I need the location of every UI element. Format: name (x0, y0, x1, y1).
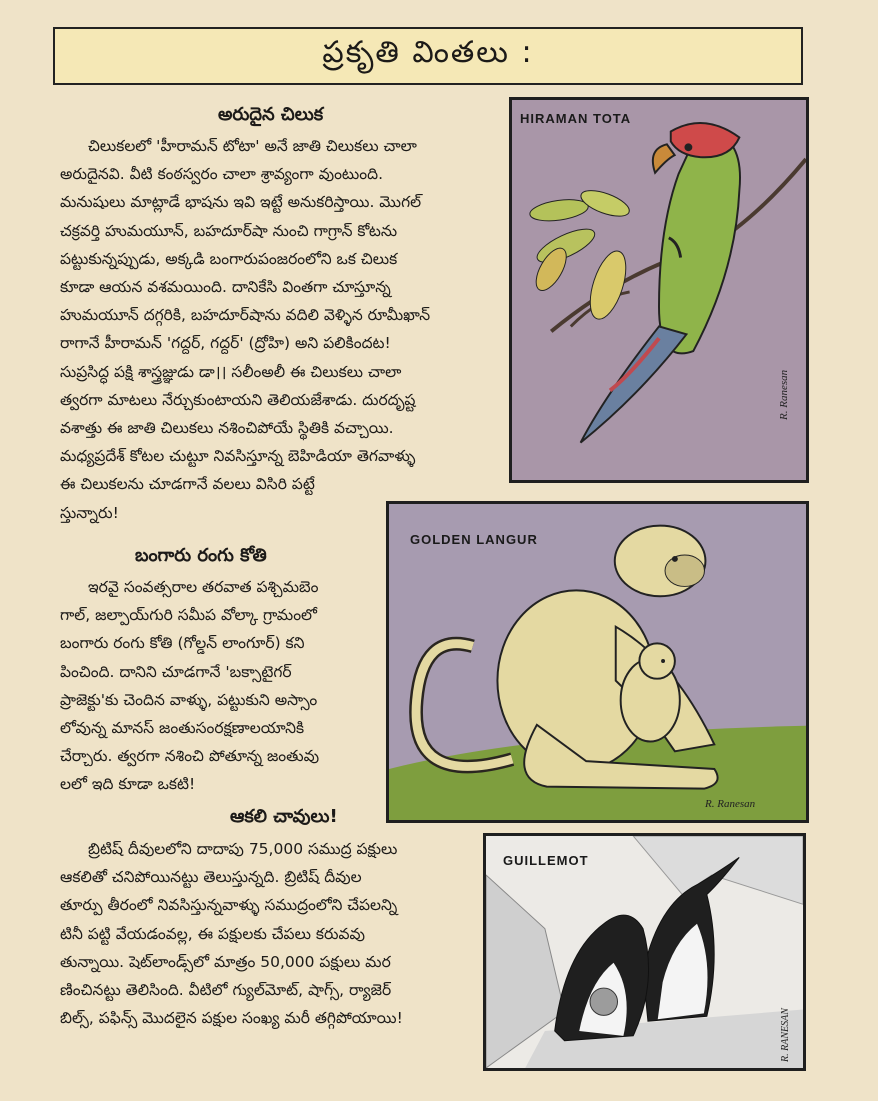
parrot-illustration (509, 97, 809, 483)
text-line: లోవున్న మానస్ జంతుసంరక్షణాలయానికి (60, 719, 305, 738)
section-heading-langur: బంగారు రంగు కోతి (135, 545, 267, 566)
text-line: అరుదైనవి. వీటి కంఠస్వరం చాలా శ్రావ్యంగా వుంటుంది. (60, 165, 383, 184)
text-line: సుప్రసిద్ధ పక్షి శాస్త్రజ్ఞుడు డా।। సలీంఅలీ ఈ చిలుకలు చాలా (60, 362, 402, 381)
text-line: తున్నాయి. షెట్‌లాండ్స్‌లో మాత్రం 50,000 పక్షులు మర (60, 952, 391, 971)
text-line: త్వరగా మాటలు నేర్చుకుంటాయని తెలియజేశాడు. దురదృష్ట (60, 390, 416, 409)
text-line: మధ్యప్రదేశ్ కోటల చుట్టూ నివసిస్తూన్న బెహిడియా తెగవాళ్ళు (60, 447, 416, 466)
text-line: చిలుకలలో 'హీరామన్ టోటా' అనే జాతి చిలుకలు చాలా (88, 137, 417, 155)
section-heading-parrot: అరుదైన చిలుక (218, 104, 324, 125)
text-line: కూడా ఆయన వశమయింది. దానికేసి వింతగా చూస్తూన్న (60, 278, 391, 297)
text-line: తూర్పు తీరంలో నివసిస్తున్నవాళ్ళు సముద్రంలోని చేపలన్ని (60, 896, 398, 915)
text-line: హుమయూన్ దగ్గరికి, బహదూర్‌షాను వదిలి వెళ్ళిన రూమీఖాన్ (60, 306, 431, 325)
text-line: చేర్చారు. త్వరగా నశించి పోతూన్న జంతువు (60, 747, 320, 766)
text-line: బిల్స్, పఫిన్స్ మొదలైన పక్షుల సంఖ్య మరీ తగ్గిపోయాయి! (60, 1009, 403, 1028)
guillemot-illustration (483, 833, 806, 1071)
text-line: వశాత్తు ఈ జాతి చిలుకలు నశించిపోయే స్థితికి వచ్చాయి. (60, 419, 394, 438)
section-text-starvation (60, 835, 478, 1032)
text-line: ప్రాజెక్టు'కు చెందిన వాళ్ళు, పట్టుకుని అస్సాం (60, 690, 318, 709)
text-line: చక్రవర్తి హుమయూన్, బహదూర్‌షా నుంచి గాగ్రాన్ కోటను (60, 221, 398, 240)
text-line: టినీ పట్టి వేయడంవల్ల, ఈ పక్షులకు చేపలు కరువవు (60, 924, 365, 943)
text-line: లలో ఇది కూడా ఒకటి! (60, 775, 196, 794)
section-text-parrot (60, 132, 502, 527)
text-line: ఆకలితో చనిపోయినట్టు తెలుస్తున్నది. బ్రిటిష్ దీవుల (60, 868, 362, 887)
text-line: ఇరవై సంవత్సరాల తరవాత పశ్చిమబెం (88, 578, 319, 596)
section-heading-starvation: ఆకలి చావులు! (230, 806, 338, 827)
text-line: స్తున్నారు! (60, 503, 119, 522)
text-line: బంగారు రంగు కోతి (గోల్డన్ లాంగూర్) కని (60, 634, 305, 653)
guillemot-signature: R. RANESAN (780, 1008, 791, 1062)
text-line: గాల్, జల్పాయ్‌గురి సమీప వోల్కా గ్రామంలో (60, 606, 318, 625)
page-title-box (53, 27, 803, 85)
parrot-label: HIRAMAN TOTA (520, 111, 632, 126)
section-text-langur (60, 573, 382, 799)
text-line: ణించినట్టు తెలిసింది. వీటిలో గ్యుల్‌మోట్, షాగ్స్, ర్యాజెర్ (60, 981, 392, 1000)
langur-illustration (386, 501, 809, 823)
text-line: ఈ చిలుకలను చూడగానే వలలు విసిరి పట్టే (60, 475, 315, 494)
text-line: పించింది. దానిని చూడగానే 'బక్సాటైగర్ (60, 662, 292, 681)
langur-label: GOLDEN LANGUR (410, 532, 538, 547)
langur-signature: R. Ranesan (705, 798, 756, 810)
text-line: రాగానే హీరామన్ 'గద్దర్, గద్దర్' (ద్రోహి) అని పలికిందట! (60, 334, 391, 353)
parrot-signature: R. Ranesan (778, 369, 790, 420)
text-line: మనుషులు మాట్లాడే భాషను ఇవి ఇట్టే అనుకరిస్తాయి. మొగల్ (60, 193, 422, 212)
text-line: పట్టుకున్నప్పుడు, అక్కడి బంగారుపంజరంలోని ఒక చిలుక (60, 249, 398, 268)
text-line: బ్రిటిష్ దీవులలోని దాదాపు 75,000 సముద్ర పక్షులు (88, 840, 398, 858)
guillemot-label: GUILLEMOT (503, 853, 589, 868)
page-title: ప్రకృతి వింతలు : (322, 35, 534, 70)
